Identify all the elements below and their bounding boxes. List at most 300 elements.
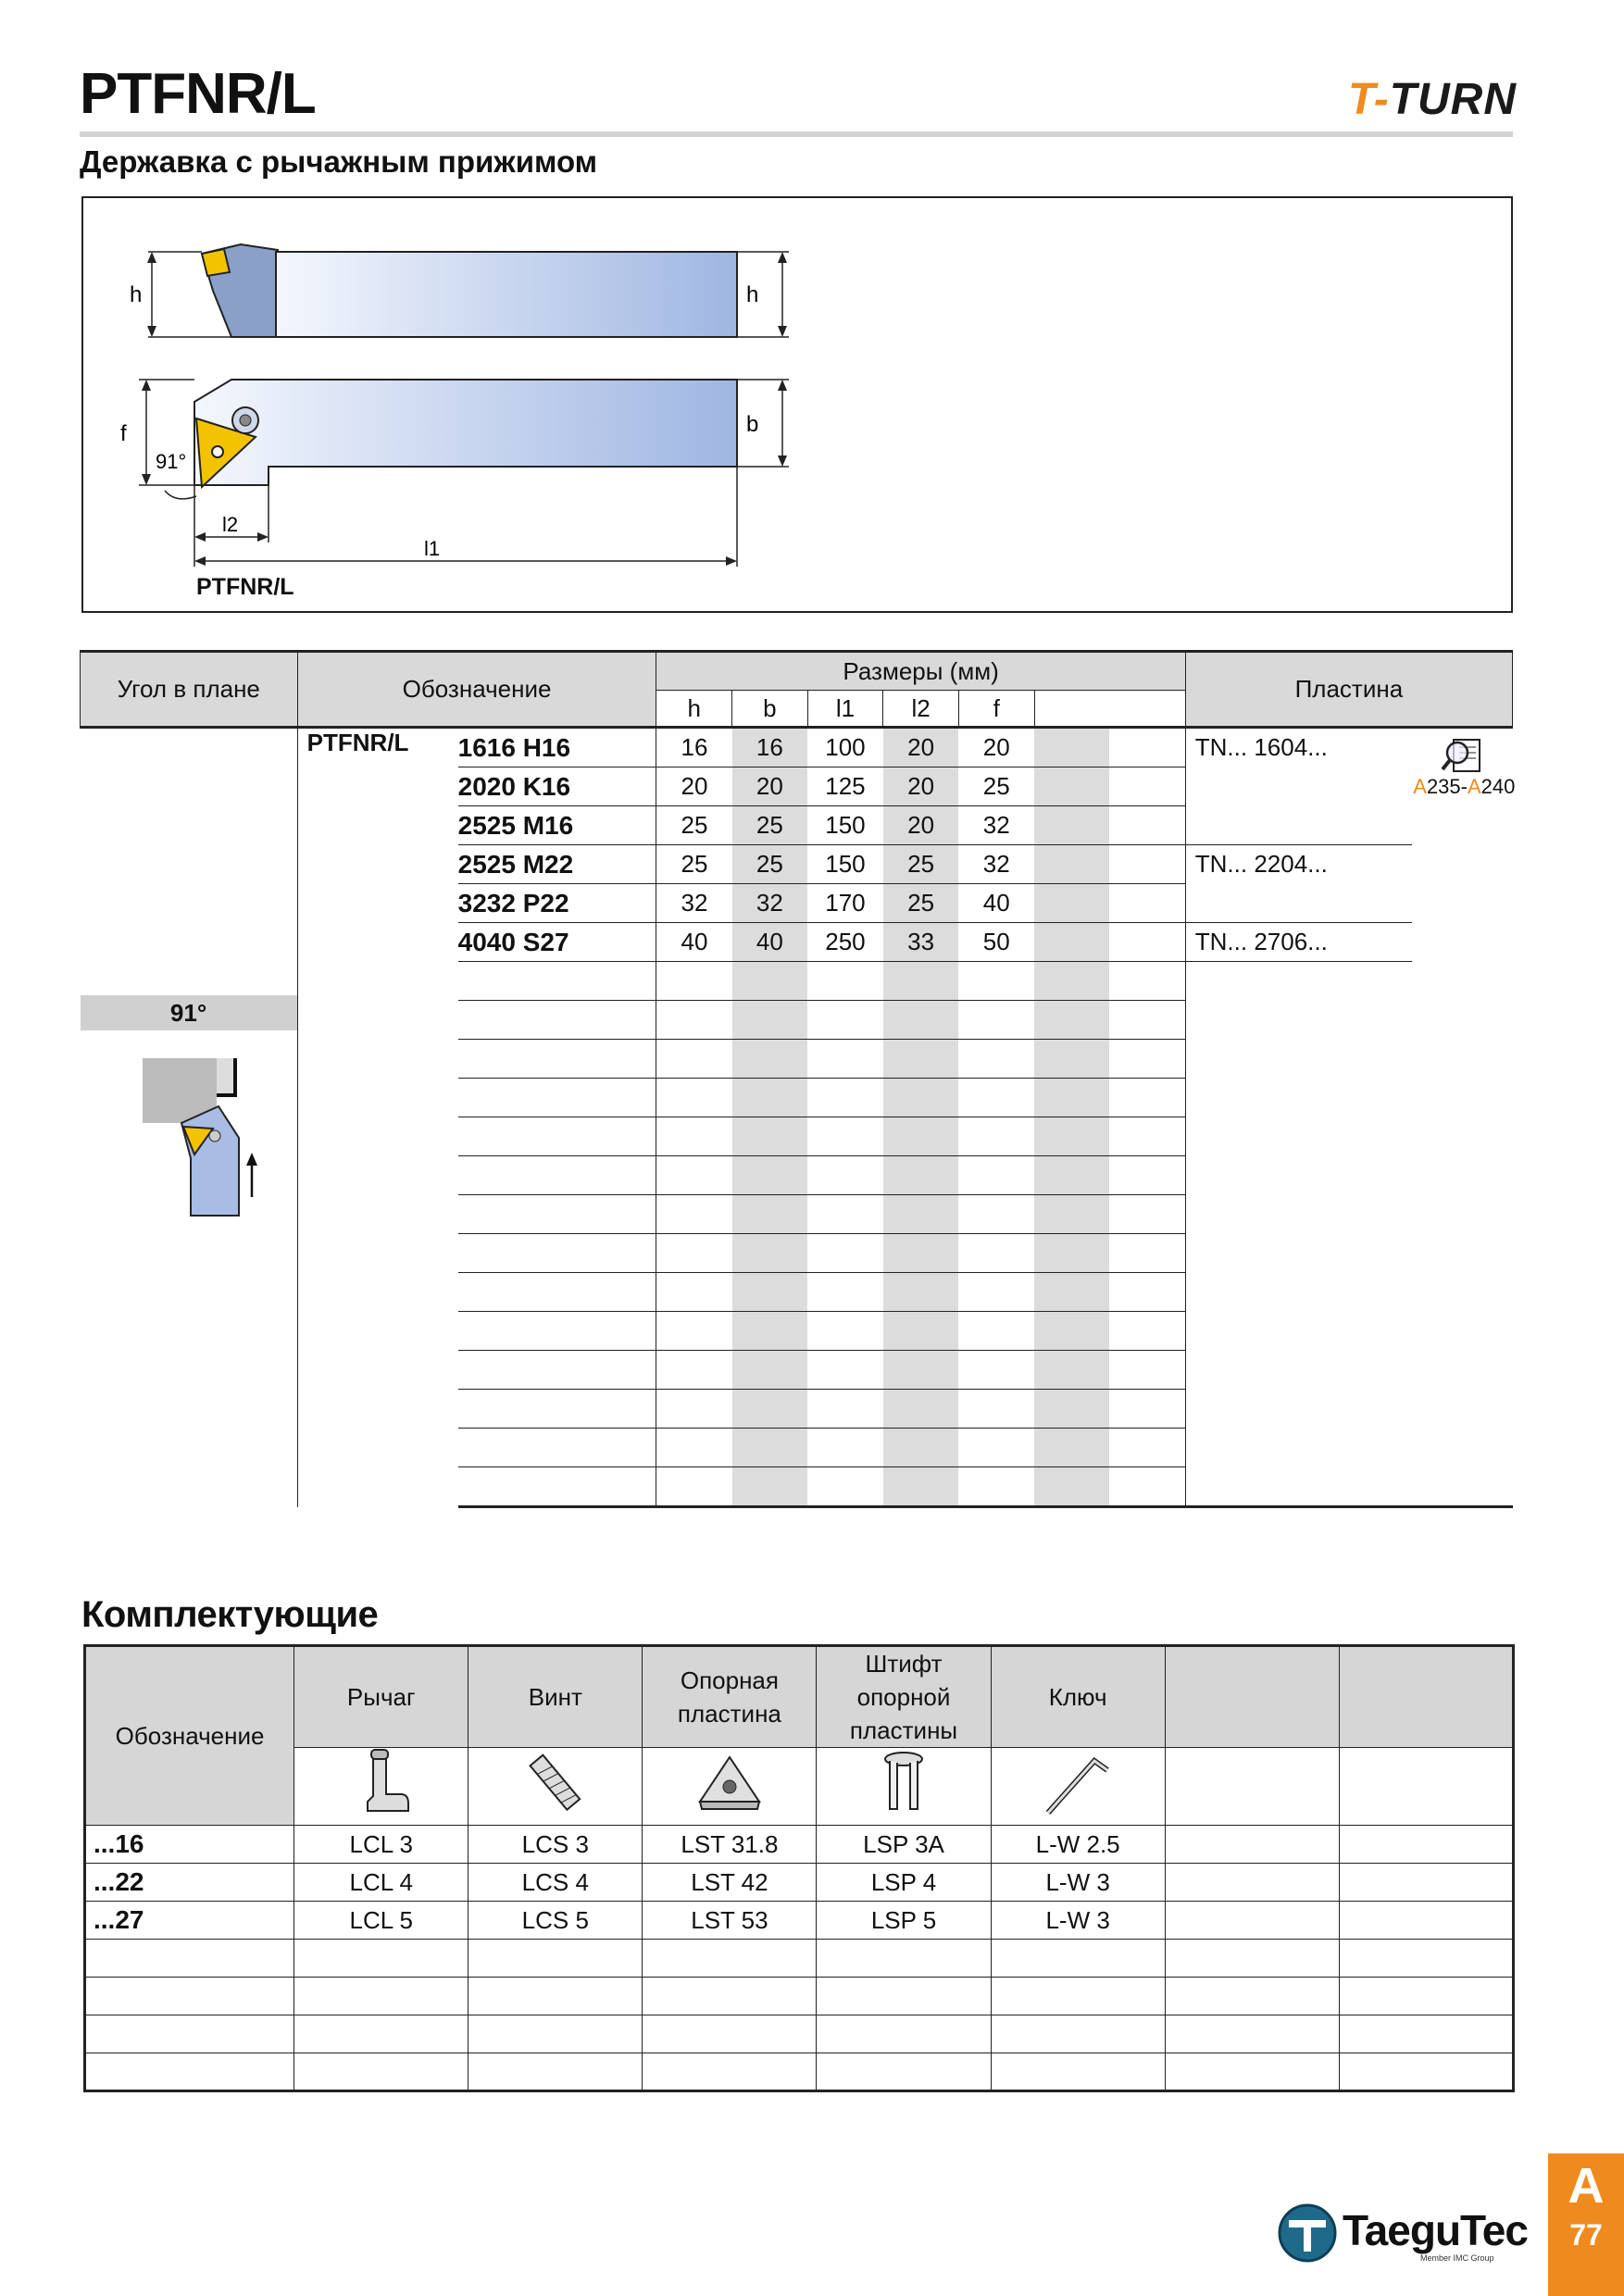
dim-b [732, 1040, 808, 1079]
insert-type [1185, 1467, 1412, 1507]
component-code [85, 2053, 294, 2091]
dim-l1 [807, 1429, 883, 1467]
component-blank [1165, 2015, 1339, 2053]
page-subtitle: Державка с рычажным прижимом [80, 144, 598, 179]
insert-type [1185, 1001, 1412, 1040]
dim-h [656, 1273, 732, 1312]
dim-blank [1034, 1467, 1185, 1507]
designation-code [458, 1156, 656, 1195]
dim-blank [1034, 1079, 1185, 1117]
component-pin [817, 2053, 991, 2091]
dim-f: 32 [958, 806, 1034, 845]
dim-b [732, 1351, 808, 1390]
dim-h: 20 [656, 767, 732, 806]
dim-b: 32 [732, 884, 808, 923]
table-row [81, 728, 1513, 767]
dim-f: 40 [958, 884, 1034, 923]
component-lever [294, 1940, 468, 1978]
designation-code [458, 1390, 656, 1429]
dim-h [656, 1351, 732, 1390]
component-row [85, 1902, 1514, 1940]
dim-blank [1034, 806, 1185, 845]
component-shim [643, 1940, 817, 1978]
insert-type [1185, 1040, 1412, 1079]
side-view [130, 244, 789, 337]
components-title: Комплектующие [81, 1594, 379, 1635]
reference-cell [1412, 1273, 1512, 1312]
dim-b [732, 1273, 808, 1312]
dim-b [732, 1467, 808, 1507]
designation-code [458, 962, 656, 1001]
dim-l2 [883, 1312, 959, 1351]
component-blank [1165, 1864, 1339, 1902]
component-blank [1165, 1826, 1339, 1864]
component-blank [1165, 2053, 1339, 2091]
dim-l1 [807, 1156, 883, 1195]
designation-code [458, 1273, 656, 1312]
dim-b [732, 1117, 808, 1156]
component-row [85, 2053, 1514, 2091]
insert-type [1185, 1117, 1412, 1156]
section-tab [1548, 2153, 1624, 2296]
reference-cell [1412, 1001, 1512, 1040]
component-lever [294, 2015, 468, 2053]
dim-b: 20 [732, 767, 808, 806]
screw-icon [468, 1748, 643, 1826]
insert-type [1185, 1429, 1412, 1467]
designation-code: 2020 K16 [458, 767, 656, 806]
dim-blank [1034, 1390, 1185, 1429]
dim-blank [1034, 962, 1185, 1001]
dim-b [732, 1429, 808, 1467]
dim-h [656, 1001, 732, 1040]
dim-f [958, 1312, 1034, 1351]
component-code [85, 2015, 294, 2053]
dim-l1 [807, 1079, 883, 1117]
insert-header: Пластина [1185, 652, 1512, 728]
section-letter: A [1568, 2158, 1605, 2214]
angle-column [81, 728, 298, 1507]
dim-blank [1034, 1040, 1185, 1079]
dim-l1 [807, 1195, 883, 1234]
dim-blank [1034, 1195, 1185, 1234]
component-blank [1339, 1826, 1513, 1864]
designation-code [458, 1429, 656, 1467]
insert-type: TN... 2204... [1194, 850, 1328, 879]
taegutec-logo-icon [1278, 2203, 1337, 2263]
insert-type [1185, 767, 1412, 806]
dim-h: 16 [656, 728, 732, 767]
dim-h [656, 1079, 732, 1117]
dim-l1 [807, 1273, 883, 1312]
brand-logo: T-TURN [1348, 75, 1517, 124]
component-screw [468, 1940, 643, 1978]
dim-f [958, 1467, 1034, 1507]
dim-l1 [807, 1390, 883, 1429]
insert-type [1185, 1312, 1412, 1351]
component-pin [817, 1940, 991, 1978]
dim-b [732, 1156, 808, 1195]
component-row [85, 2015, 1514, 2053]
component-blank [1165, 1978, 1339, 2015]
component-rows [85, 1826, 1514, 2091]
component-blank [1339, 1940, 1513, 1978]
catalog-page-ref[interactable]: A235-A240 [1413, 775, 1516, 798]
component-row [85, 1864, 1514, 1902]
dim-l2 [883, 1273, 959, 1312]
shim-pin-icon [817, 1748, 991, 1826]
component-blank [1339, 1978, 1513, 2015]
designation-header: Обозначение [297, 652, 656, 728]
top-view [120, 380, 789, 567]
dim-blank [1034, 845, 1185, 884]
dim-b: 16 [732, 728, 808, 767]
dim-b [732, 1312, 808, 1351]
dim-header-f: f [958, 691, 1034, 728]
insert-type [1185, 1351, 1412, 1390]
h-label-right: h [746, 282, 759, 307]
dim-f [958, 1195, 1034, 1234]
component-lever: LCL 5 [294, 1902, 468, 1940]
dim-l2 [883, 1040, 959, 1079]
component-key: L-W 3 [991, 1864, 1165, 1902]
designation-code: 2525 M16 [458, 806, 656, 845]
dim-f [958, 1273, 1034, 1312]
dim-b [732, 1001, 808, 1040]
reference-cell [1412, 845, 1512, 884]
shim-header: Опорная пластина [643, 1646, 817, 1748]
dim-h [656, 1312, 732, 1351]
dim-l2: 20 [883, 806, 959, 845]
component-blank [1339, 2015, 1513, 2053]
dim-f: 25 [958, 767, 1034, 806]
dim-h [656, 1429, 732, 1467]
dim-h: 40 [656, 923, 732, 962]
dim-h [656, 1117, 732, 1156]
dim-l2: 20 [883, 767, 959, 806]
logo-wordmark: TaeguTec [1343, 2206, 1528, 2254]
reference-cell [1412, 1351, 1512, 1390]
component-code [85, 1978, 294, 2015]
designation-code: 1616 H16 [458, 728, 656, 767]
key-icon [991, 1748, 1165, 1826]
dim-b: 25 [732, 845, 808, 884]
dim-blank [1034, 1351, 1185, 1390]
angle-label: 91° [156, 450, 187, 473]
dim-l1: 150 [807, 806, 883, 845]
dim-l1 [807, 1234, 883, 1273]
component-screw [468, 2015, 643, 2053]
drawing-caption: PTFNR/L [196, 574, 294, 600]
component-lever [294, 1978, 468, 2015]
dim-f [958, 1234, 1034, 1273]
page-title: PTFNR/L [80, 62, 316, 126]
component-screw: LCS 5 [468, 1902, 643, 1940]
component-blank [1165, 1902, 1339, 1940]
dim-h [656, 1156, 732, 1195]
insert-type [1185, 1195, 1412, 1234]
dim-blank [1034, 1312, 1185, 1351]
dim-l2 [883, 1390, 959, 1429]
component-screw: LCS 4 [468, 1864, 643, 1902]
holder-drawing-svg [83, 198, 1515, 615]
reference-cell [1412, 1195, 1512, 1234]
blank-icon-cell-2 [1339, 1748, 1513, 1826]
component-key [991, 1978, 1165, 2015]
dim-b [732, 1079, 808, 1117]
h-label-left: h [130, 282, 143, 307]
component-key [991, 2015, 1165, 2053]
component-lever: LCL 4 [294, 1864, 468, 1902]
designation-code [458, 1040, 656, 1079]
component-screw [468, 2053, 643, 2091]
insert-type [1185, 1273, 1412, 1312]
designation-code [458, 1195, 656, 1234]
component-shim [643, 2053, 817, 2091]
reference-cell [1412, 1117, 1512, 1156]
dim-l1 [807, 1351, 883, 1390]
designation-code [458, 1001, 656, 1040]
component-blank [1339, 1902, 1513, 1940]
reference-cell [1412, 923, 1512, 962]
angle-value: 91° [81, 995, 297, 1030]
dim-header-h: h [656, 691, 732, 728]
dim-l2 [883, 1117, 959, 1156]
dim-f [958, 1079, 1034, 1117]
dim-blank [1034, 1156, 1185, 1195]
key-header: Ключ [991, 1646, 1165, 1748]
reference-cell [1412, 806, 1512, 845]
dim-blank [1034, 1001, 1185, 1040]
lever-header: Рычаг [294, 1646, 468, 1748]
dim-l1: 250 [807, 923, 883, 962]
dim-f [958, 1117, 1034, 1156]
designation-code: 4040 S27 [458, 923, 656, 962]
dim-header-l1: l1 [807, 691, 883, 728]
component-shim [643, 2015, 817, 2053]
component-code: ...27 [85, 1902, 294, 1940]
page-number: 77 [1569, 2218, 1603, 2252]
dim-h: 25 [656, 806, 732, 845]
insert-type [1185, 962, 1412, 1001]
component-pin [817, 2015, 991, 2053]
reference-cell [1412, 1040, 1512, 1079]
lever-icon [294, 1748, 468, 1826]
designation-code [458, 1234, 656, 1273]
l1-label: l1 [424, 537, 441, 560]
dim-h: 32 [656, 884, 732, 923]
dim-b [732, 962, 808, 1001]
shim-pin-header: Штифт опорной пластины [817, 1646, 991, 1748]
dim-l1: 125 [807, 767, 883, 806]
component-screw: LCS 3 [468, 1826, 643, 1864]
reference-cell[interactable] [1412, 728, 1516, 806]
dim-l2 [883, 1195, 959, 1234]
dim-l2: 20 [883, 728, 959, 767]
dim-l1 [807, 1040, 883, 1079]
dim-l1: 150 [807, 845, 883, 884]
component-blank [1339, 1864, 1513, 1902]
catalog-reference-icon[interactable] [1439, 734, 1485, 775]
turning-diagram-icon [106, 1049, 272, 1234]
insert-type [1185, 1390, 1412, 1429]
dim-l1: 100 [807, 728, 883, 767]
f-label: f [120, 421, 127, 446]
screw-header: Винт [468, 1646, 643, 1748]
dim-l2 [883, 1234, 959, 1273]
components-table [83, 1644, 1515, 2092]
dim-l1 [807, 1001, 883, 1040]
dim-f [958, 1001, 1034, 1040]
component-shim [643, 1978, 817, 2015]
reference-cell [1412, 962, 1512, 1001]
dim-blank [1034, 767, 1185, 806]
designation-code [458, 1079, 656, 1117]
dim-f: 32 [958, 845, 1034, 884]
dim-f [958, 1156, 1034, 1195]
designation-code [458, 1351, 656, 1390]
designation-code: 2525 M22 [458, 845, 656, 884]
dim-f [958, 962, 1034, 1001]
shim-icon [643, 1748, 817, 1826]
dim-l2 [883, 1467, 959, 1507]
blank-header-1 [1165, 1646, 1339, 1748]
reference-cell [1412, 1234, 1512, 1273]
reference-cell [1412, 884, 1512, 923]
taegutec-logo [1278, 2200, 1528, 2265]
insert-type [1185, 1156, 1412, 1195]
component-key [991, 1940, 1165, 1978]
b-label: b [746, 412, 759, 437]
dim-blank [1034, 884, 1185, 923]
comp-designation-header: Обозначение [85, 1646, 294, 1826]
dim-l1: 170 [807, 884, 883, 923]
reference-cell [1412, 1467, 1512, 1507]
dim-f [958, 1040, 1034, 1079]
insert-type [1185, 884, 1412, 923]
dim-blank [1034, 1273, 1185, 1312]
dim-l2 [883, 1429, 959, 1467]
dim-f [958, 1390, 1034, 1429]
reference-cell [1412, 1390, 1512, 1429]
holder-dimensions-table [80, 650, 1516, 1508]
dim-blank [1034, 1429, 1185, 1467]
dim-h [656, 1040, 732, 1079]
designation-code [458, 1467, 656, 1507]
component-key: L-W 2.5 [991, 1826, 1165, 1864]
reference-cell [1412, 1156, 1512, 1195]
dim-h [656, 962, 732, 1001]
dim-b [732, 1234, 808, 1273]
insert-type [1185, 806, 1412, 845]
dim-l2 [883, 1001, 959, 1040]
dim-h [656, 1390, 732, 1429]
component-pin [817, 1978, 991, 2015]
component-pin: LSP 5 [817, 1902, 991, 1940]
dim-header-blank [1034, 691, 1185, 728]
dim-l2: 25 [883, 845, 959, 884]
reference-cell [1412, 1312, 1512, 1351]
dim-l1 [807, 1467, 883, 1507]
component-lever: LCL 3 [294, 1826, 468, 1864]
holder-rows [81, 728, 1516, 1507]
component-code [85, 1940, 294, 1978]
component-row [85, 1978, 1514, 2015]
designation-code: 3232 P22 [458, 884, 656, 923]
blank-header-2 [1339, 1646, 1513, 1748]
dim-l2 [883, 1079, 959, 1117]
component-code: ...16 [85, 1826, 294, 1864]
component-shim: LST 53 [643, 1902, 817, 1940]
dim-blank [1034, 923, 1185, 962]
dim-l2 [883, 1156, 959, 1195]
reference-cell [1412, 1429, 1512, 1467]
dim-h: 25 [656, 845, 732, 884]
insert-type: TN... 2706... [1185, 923, 1412, 962]
dim-h [656, 1195, 732, 1234]
dim-blank [1034, 728, 1185, 767]
dim-l2 [883, 962, 959, 1001]
component-blank [1165, 1940, 1339, 1978]
dim-header-b: b [732, 691, 808, 728]
insert-type [1185, 1234, 1412, 1273]
dim-f [958, 1351, 1034, 1390]
component-shim: LST 42 [643, 1864, 817, 1902]
dim-l2: 25 [883, 884, 959, 923]
dim-b: 25 [732, 806, 808, 845]
designation-code [458, 1312, 656, 1351]
angle-header: Угол в плане [81, 652, 298, 728]
tool-drawing [81, 196, 1513, 613]
dim-b: 40 [732, 923, 808, 962]
dim-l2: 33 [883, 923, 959, 962]
dim-h [656, 1467, 732, 1507]
component-row [85, 1940, 1514, 1978]
dim-l2 [883, 1351, 959, 1390]
component-pin: LSP 4 [817, 1864, 991, 1902]
dim-l1 [807, 962, 883, 1001]
component-blank [1339, 2053, 1513, 2091]
dim-b [732, 1390, 808, 1429]
title-divider [80, 131, 1513, 137]
reference-cell [1412, 1079, 1512, 1117]
dimensions-header: Размеры (мм) [656, 652, 1185, 691]
designation-prefix: PTFNR/L [306, 729, 409, 756]
component-key [991, 2053, 1165, 2091]
dim-f [958, 1429, 1034, 1467]
component-lever [294, 2053, 468, 2091]
l2-label: l2 [222, 513, 239, 536]
insert-type [1185, 1079, 1412, 1117]
component-shim: LST 31.8 [643, 1826, 817, 1864]
component-row [85, 1826, 1514, 1864]
component-pin: LSP 3A [817, 1826, 991, 1864]
dim-h [656, 1234, 732, 1273]
component-screw [468, 1978, 643, 2015]
dim-blank [1034, 1234, 1185, 1273]
dim-l1 [807, 1117, 883, 1156]
component-key: L-W 3 [991, 1902, 1165, 1940]
designation-code [458, 1117, 656, 1156]
dim-header-l2: l2 [883, 691, 959, 728]
dim-l1 [807, 1312, 883, 1351]
insert-type: TN... 1604... [1194, 733, 1328, 762]
blank-icon-cell-1 [1165, 1748, 1339, 1826]
logo-tagline: Member IMC Group [1420, 2253, 1494, 2263]
component-code: ...22 [85, 1864, 294, 1902]
dim-f: 50 [958, 923, 1034, 962]
dim-f: 20 [958, 728, 1034, 767]
